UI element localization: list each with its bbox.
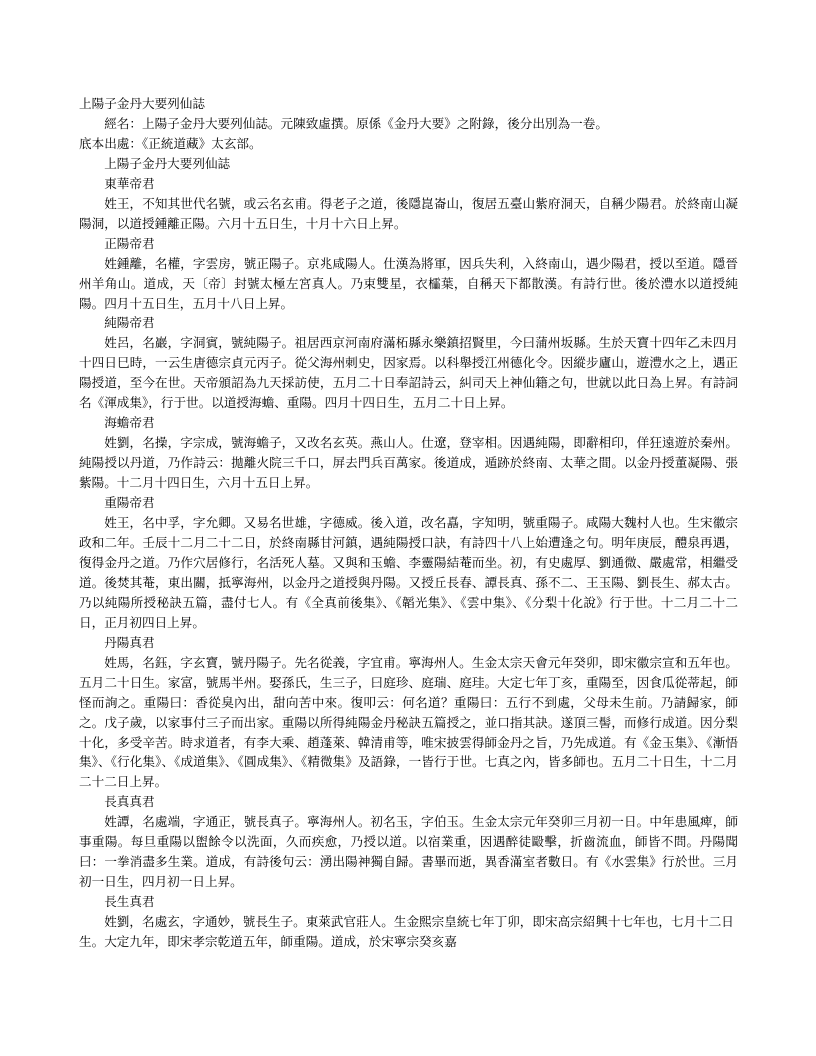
section-body-donghua: 姓王，不知其世代名號，或云名玄甫。得老子之道，後隱崑崙山，復居五臺山紫府洞天，自稱少陽君。於終南山凝陽洞，以道授鍾離正陽。六月十五日生，十月十六日上昇。 [79, 195, 738, 231]
section-heading-zhangzhen: 長真真君 [104, 794, 155, 810]
section-body-danyang: 姓馬，名鈺，字玄寶，號丹陽子。先名從義，字宜甫。寧海州人。生金太宗天會元年癸卯，即宋徽宗宣和五年也。五月二十日生。家富，號馬半州。娶孫氏，生三子，曰庭珍、庭瑞、庭珪。大定七年丁亥，重陽至，因食瓜從蒂起，師怪而詢之。重陽曰：香從臭內出，甜向苦中來。復叩云：何名道？重陽曰：五行不到處，父母未生前。乃請歸家，師之。戊子歲，以家事付三子而出家。重陽以所得純陽金丹秘訣五篇授之，並口指其訣。遂頂三髻，而修行成道。因分梨十化，多受辛苦。時求道者，有李大乘、趙蓬萊、韓清甫等，唯宋披雲得師金丹之旨，乃先成道。有《金玉集》、《漸悟集》、《行化集》、《成道集》、《圓成集》、《精微集》及語錄，一皆行于世。七真之內，皆多師也。五月二十日生，十二月二十二日上昇。 [79, 654, 738, 790]
colophon-source: 底本出處：《正統道藏》太玄部。 [79, 135, 262, 151]
section-body-chunyang: 姓呂，名巖，字洞賓，號純陽子。祖居西京河南府滿柘縣永樂鎮招賢里，今曰蒲州坂縣。生於天寶十四年乙未四月十四日巳時，一云生唐德宗貞元丙子。從父海州刺史，因家焉。以科舉授江州德化令。因縱步廬山，遊澧水之上，遇正陽授道，至今在世。天帝頒詔為九天採訪使，五月二十日奉詔詩云，糾司天上神仙籍之句，世就以此日為上昇。有詩詞名《渾成集》，行于世。以道授海蟾、重陽。四月十四日生，五月二十日上昇。 [79, 335, 738, 411]
section-heading-zhangsheng: 長生真君 [104, 894, 155, 910]
section-body-zhangsheng: 姓劉，名處玄，字通妙，號長生子。東萊武官莊人。生金熙宗皇統七年丁卯，即宋高宗紹興十七年也，七月十二日生。大定九年，即宋孝宗乾道五年，師重陽。道成，於宋寧宗癸亥嘉 [79, 914, 734, 950]
inner-title: 上陽子金丹大要列仙誌 [104, 155, 231, 171]
section-body-haichan: 姓劉，名操，字宗成，號海蟾子，又改名玄英。燕山人。仕遼，登宰相。因遇純陽，即辭相印，佯狂遠遊於秦州。純陽授以丹道，乃作詩云：拋離火院三千口，屏去門兵百萬家。後道成，遁跡於終南、太華之間。以金丹授董凝陽、張紫陽。十二月十四日生，六月十五日上昇。 [79, 435, 738, 491]
section-heading-danyang: 丹陽真君 [104, 634, 155, 650]
section-heading-chongyang: 重陽帝君 [104, 495, 155, 511]
document-body [79, 94, 738, 952]
section-heading-zhengyang: 正陽帝君 [104, 235, 155, 251]
section-heading-chunyang: 純陽帝君 [104, 315, 155, 331]
colophon-scripture-name: 經名：上陽子金丹大要列仙誌。元陳致虛撰。原係《金丹大要》之附錄，後分出別為一卷。 [104, 115, 608, 131]
section-body-zhengyang: 姓鍾離，名權，字雲房，號正陽子。京兆咸陽人。仕漢為將軍，因兵失利，入終南山，遇少陽君，授以至道。隱晉州羊角山。道成，天〔帝〕封號太極左宮真人。乃束雙星，衣櫺葉，自稱天下都散漢。有詩行世。後於澧水以道授純陽。四月十五日生，五月十八日上昇。 [79, 255, 738, 311]
section-body-zhangzhen: 姓譚，名處端，字通正，號長真子。寧海州人。初名玉，字伯玉。生金太宗元年癸卯三月初一日。中年患風痺，師事重陽。每旦重陽以盥餘令以洗面，久而疾愈，乃授以道。以宿業重，因遇醉徒毆擊，折齒流血，師皆不問。丹陽聞曰：一拳消盡多生業。道成，有詩後句云：湧出陽神獨自歸。書畢而逝，異香滿室者數日。有《水雲集》行於世。三月初一日生，四月初一日上昇。 [79, 814, 738, 890]
section-body-chongyang: 姓王，名中孚，字允卿。又易名世雄，字德威。後入道，改名嚞，字知明，號重陽子。咸陽大魏村人也。生宋徽宗政和二年。壬辰十二月二十二日，於終南縣甘河鎮，遇純陽授口訣，有詩四十八上始遭逢之句。明年庚辰，醴泉再遇，復得金丹之道。乃作穴居修行，名活死人墓。又與和玉蟾、李靈陽結菴而坐。初，有史處厚、劉通微、嚴處常，相繼受道。後焚其菴，東出關，抵寧海州，以金丹之道授與丹陽。又授丘長春、譚長真、孫不二、王玉陽、劉長生、郝太古。乃以純陽所授秘訣五篇，盡付七人。有《全真前後集》、《韜光集》、《雲中集》、《分梨十化說》行于世。十二月二十二日，正月初四日上昇。 [79, 515, 738, 630]
section-heading-donghua: 東華帝君 [104, 175, 155, 191]
section-heading-haichan: 海蟾帝君 [104, 415, 155, 431]
document-title: 上陽子金丹大要列仙誌 [79, 96, 205, 111]
